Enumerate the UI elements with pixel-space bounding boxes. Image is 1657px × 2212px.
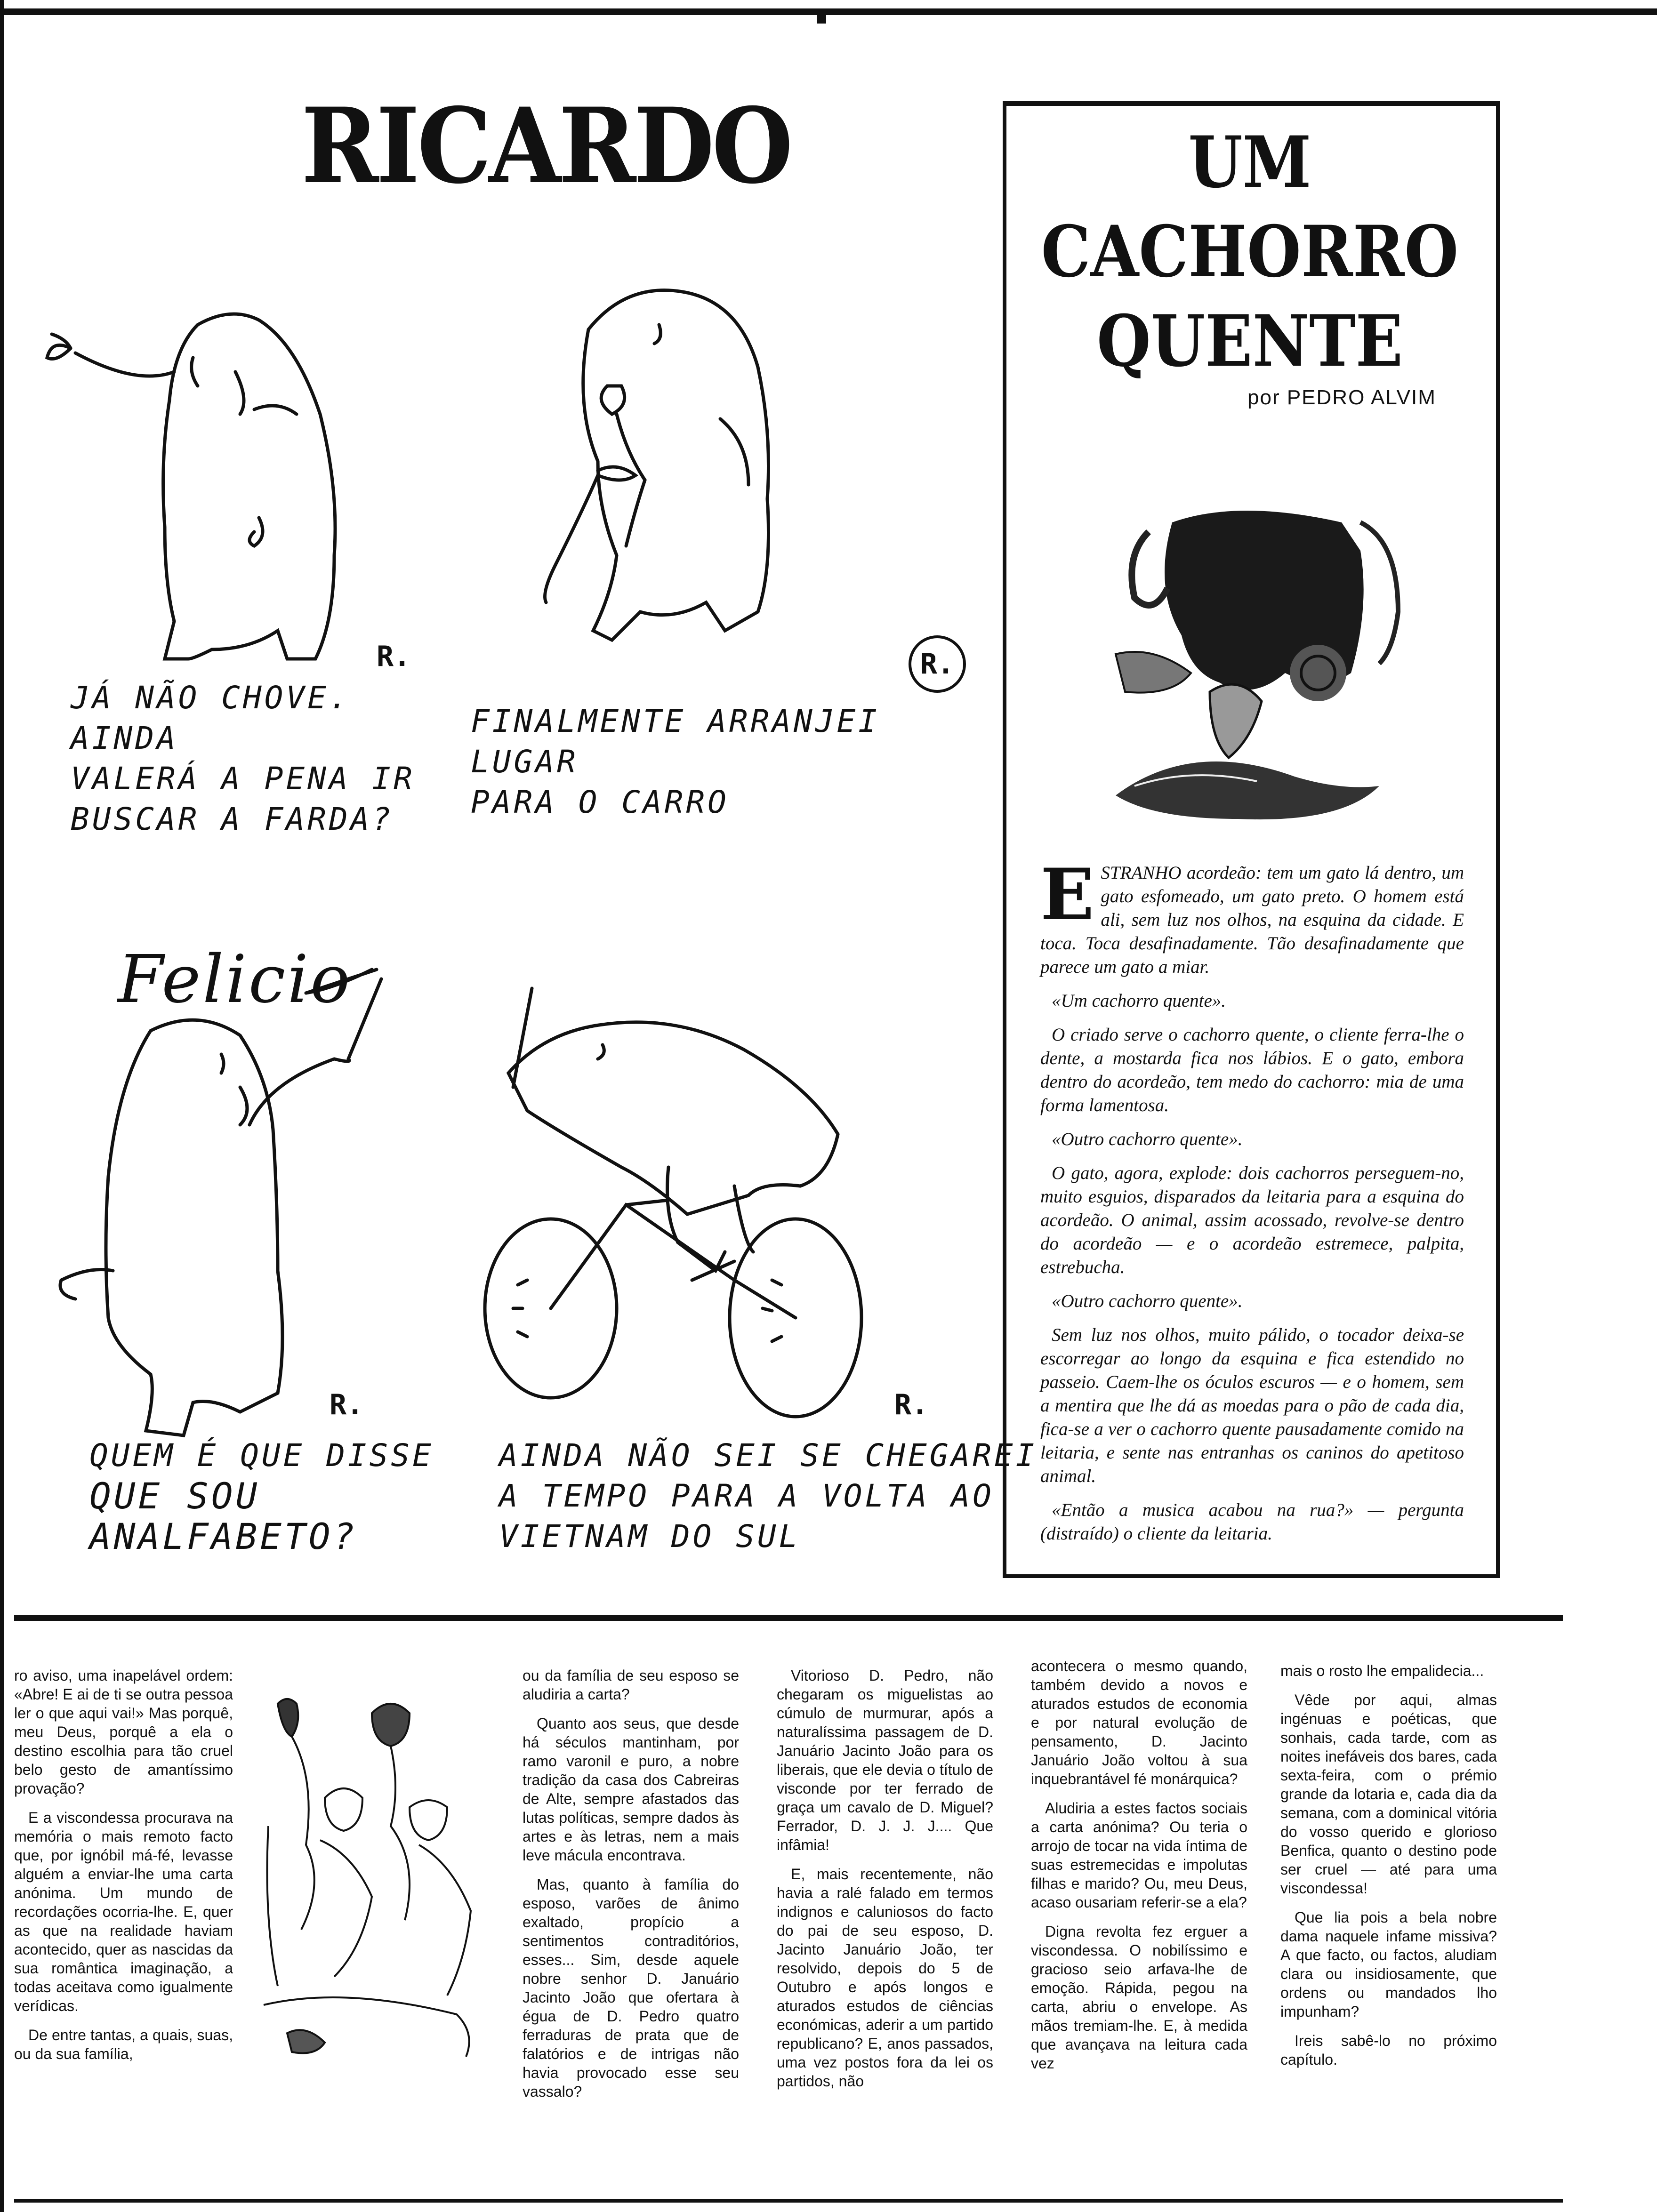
serial-column-3 [777,1666,993,2101]
story-title-line: QUENTE [1096,300,1403,383]
top-marker [817,9,826,24]
caption-line: QUEM É QUE DISSE [89,1437,434,1474]
cartoon-4-signature: R. [894,1388,929,1421]
story-paragraph: «Um cachorro quente». [1052,991,1226,1011]
story-paragraph: «Então a musica acabou na rua?» — pergunta (distraído) o cliente da leitaria. [1040,1500,1464,1544]
story-title [1032,118,1467,386]
story-paragraph: «Outro cachorro quente». [1052,1129,1243,1149]
story-paragraph: Sem luz nos olhos, muito pálido, o tocador deixa-se escorregar ao longo da esquina e fica estendido no passeio. Caem-lhe os óculos escuros — e o homem, sem a mentira que lhe dá as moedas para o pão de cada dia, fica-se a ver o cachorro quente pausadamente comido na leitaria, e sente nas entranhas os caninos do apetitoso animal. [1040,1325,1464,1486]
column-paragraph: Vêde por aqui, almas ingénuas e poéticas, que sonhais, cada tarde, com as noites inefáveis dos bares, cada sexta-feira, com o prémio grande da lotaria e, cada dia da semana, com a dominical vitória do vosso querido e glorioso Benfica, quanto o destino pode ser cruel — até para uma viscondessa! [1280,1691,1497,1897]
story-paragraph: O criado serve o cachorro quente, o cliente ferra-lhe o dente, a mostarda fica nos lábios. E o gato, embora dentro do acordeão, tem medo do cachorro: mia de uma forma lamentosa. [1040,1025,1464,1115]
cartoon-1-drawing [33,292,410,678]
story-paragraph: O gato, agora, explode: dois cachorros perseguem-no, muito esguios, disparados da leitaria para a esquina do acordeão. O animal, assim acossado, revolve-se dentro do acordeão — e o acordeão estremece, palpita, estrebucha. [1040,1163,1464,1277]
column-paragraph: Vitorioso D. Pedro, não chegaram os miguelistas ao cúmulo de murmurar, após a naturalíssima passagem de D. Januário Jacinto João para os liberais, que ele devia o título de visconde por ter ferrado de graça um cavalo de D. Miguel? Ferrador, D. J. J. J.... Que infâmia! [777,1667,993,1853]
story-title-line: CACHORRO [1041,210,1459,293]
column-paragraph: ro aviso, uma inapelável ordem: «Abre! E ai de ti se outra pessoa ler o que aqui vai!» Mas porquê, meu Deus, porquê a ela o destino escolhia para tão cruel belo gesto de amantíssimo provação? [14,1667,233,1797]
column-paragraph: Quanto aos seus, que desde há séculos mantinham, por ramo varonil e puro, a nobre tradição da casa dos Cabreiras de Alte, sempre afastados das lutas políticas, sempre dados às artes e às letras, nem a mais leve mácula encontrava. [523,1715,739,1864]
column-paragraph: E a viscondessa procurava na memória o mais remoto facto que, por ignóbil má-fé, levasse alguém a enviar-lhe uma carta anónima. Um mundo de recordações ocorria-lhe. E, quer as que na realidade haviam acontecido, quer as nascidas da sua romântica imaginação, a todas aceitava como igualmente verídicas. [14,1809,233,2014]
cartoon-3-signature: R. [330,1388,364,1421]
cartoon-1-signature: R. [377,640,411,673]
caption-line: AINDA NÃO SEI SE CHEGAREI [499,1437,1038,1474]
story-paragraph: «Outro cachorro quente». [1052,1291,1243,1311]
serial-column-5 [1280,1661,1497,2079]
column-paragraph: Aludiria a estes factos sociais a carta anónima? Ou teria o arrojo de tocar na vida íntima de suas estremecidas e impolutas filhas e marido? Ou, meu Deus, acaso ousariam referir-se a ela? [1031,1800,1247,1911]
column-paragraph: ou da família de seu esposo se aludiria a carta? [523,1667,739,1703]
cartoon-2-signature: R. [909,635,966,693]
page-title: RICARDO [301,85,791,207]
section-divider [14,1615,1563,1621]
caption-line: JÁ NÃO CHOVE. AINDA [71,680,351,756]
column-paragraph: Ireis sabê-lo no próximo capítulo. [1280,2032,1497,2068]
column-paragraph: De entre tantas, a quais, suas, ou da sua família, [14,2027,233,2062]
story-dropcap: E [1040,853,1094,936]
ladies-illustration [249,1685,504,2061]
caption-line: PARA O CARRO [471,784,729,820]
column-paragraph: Mas, quanto à família do esposo, varões de ânimo exaltado, propício a sentimentos contraditórios, esses... Sim, desde aquele nobre senhor D. Januário Jacinto João que ofertara à égua de D. Pedro quatro ferraduras de prata que de falatórios e de intrigas não havia provocado esse seu vassalo? [523,1876,739,2100]
column-paragraph: mais o rosto lhe empalidecia... [1280,1662,1484,1679]
cartoon-4-drawing [471,979,951,1431]
column-paragraph: acontecera o mesmo quando, também devido a novos e aturados estudos de economia e por natural evolução de pensamento, D. Jacinto Januário João voltou à sua inquebrantável fé monárquica? [1031,1658,1247,1787]
bottom-rule [14,2199,1563,2203]
cartoon-2-drawing [504,264,956,659]
caption-line: VIETNAM DO SUL [499,1518,801,1555]
serial-column-1 [14,1666,233,2074]
caption-line: A TEMPO PARA A VOLTA AO [499,1478,994,1514]
caption-line: VALERÁ A PENA IR [71,761,415,797]
caption-line: QUE SOU ANALFABETO? [89,1475,358,1557]
cartoon-3-caption [89,1435,466,1557]
story-byline: por PEDRO ALVIM [1247,386,1436,409]
left-border [0,0,4,2212]
serial-column-2 [523,1666,739,2111]
caption-line: BUSCAR A FARDA? [71,801,394,837]
cartoon-3-drawing [42,941,410,1450]
cartoon-3-drawn-word: Felicio [118,941,352,1018]
serial-column-4 [1031,1657,1247,2083]
top-rule [0,8,1657,15]
story-title-line: UM [1188,121,1311,204]
cartoon-4-caption [499,1435,1040,1557]
caption-line: FINALMENTE ARRANJEI LUGAR [471,703,880,780]
story-paragraph-text: STRANHO acordeão: tem um gato lá dentro, um gato esfomeado, um gato preto. O homem está ali, sem luz nos olhos, na esquina da cidade. E toca. Toca desafinadamente. Tão desafinadamente que parece um gato a miar. [1040,863,1464,977]
cartoon-1-caption [71,678,447,840]
hot-dog-illustration [1097,494,1436,824]
column-paragraph: Digna revolta fez erguer a viscondessa. O nobilíssimo e gracioso seio arfava-lhe de emoção. Rápida, pegou na carta, abriu o envelope. As mãos tremiam-lhe. E, à medida que avançava na leitura cada vez [1031,1923,1247,2072]
cartoon-2-caption [471,701,989,823]
column-paragraph: E, mais recentemente, não havia a ralé falado em termos indignos e caluniosos do facto do pai de seu esposo, D. Jacinto Januário João, ter resolvido, depois do 5 de Outubro e após longos e aturados estudos de ciências económicas, aderir a um partido republicano? E, anos passados, uma vez postos fora da lei os partidos, não [777,1866,993,2090]
story-paragraph [1040,853,1464,979]
story-body [1040,853,1464,1556]
column-paragraph: Que lia pois a bela nobre dama naquele infame missiva? A que facto, ou factos, aludiam clara ou insidiosamente, que ordens ou mandados lho impunham? [1280,1909,1497,2020]
